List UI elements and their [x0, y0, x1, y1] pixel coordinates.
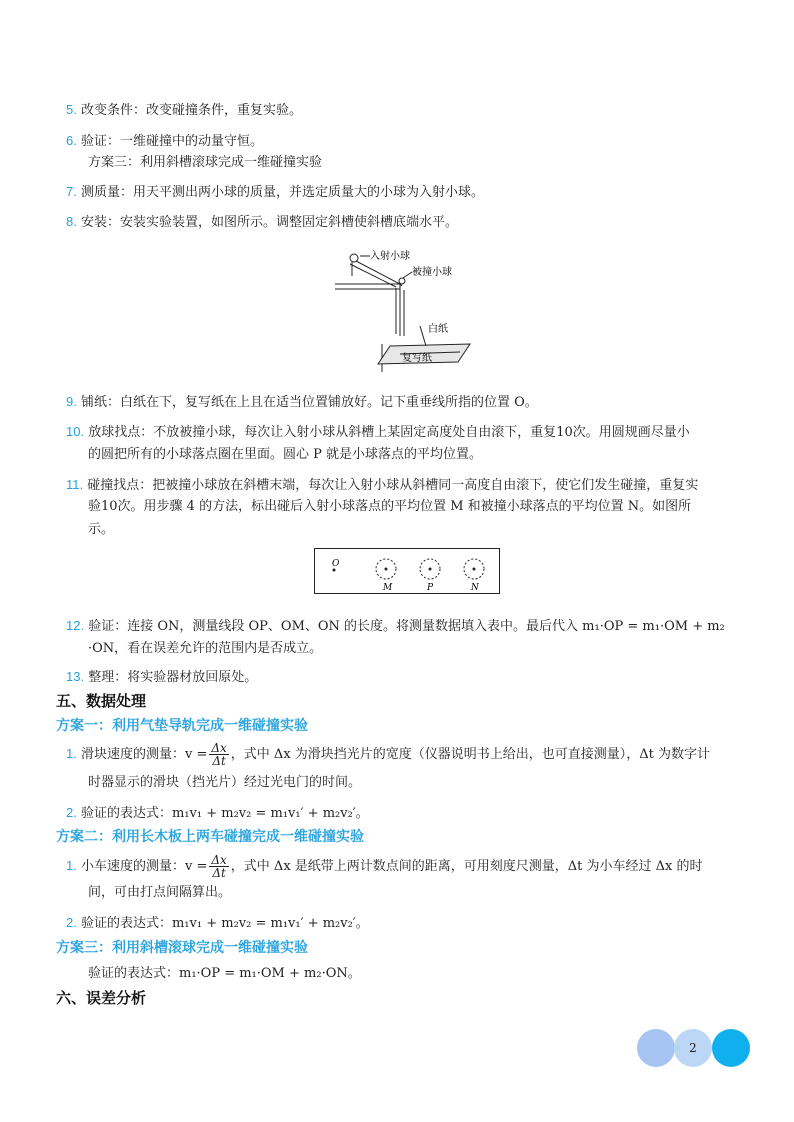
step-text: 放球找点：不放被撞小球，每次让入射小球从斜槽上某固定高度处自由滚下，重复10次。用圆规画尽量小 [88, 425, 690, 440]
page-number: 2 [689, 1041, 697, 1055]
step-number: 11. [66, 477, 84, 492]
step-13 [66, 668, 257, 687]
item-text: ，式中 Δx 为滑块挡光片的宽度（仪器说明书上给出，也可直接测量），Δt 为数字计 [230, 747, 711, 762]
plan-3-title: 方案三：利用斜槽滚球完成一维碰撞实验 [56, 939, 308, 955]
step-text: 碰撞找点：把被撞小球放在斜槽末端，每次让入射小球从斜槽同一高度自由滚下，使它们发生碰撞，重复实 [87, 478, 699, 493]
step-number: 5. [66, 102, 77, 117]
fraction-numerator: Δx [211, 853, 227, 867]
step-number: 8. [66, 214, 77, 229]
plan-3-text: 验证的表达式：m₁·OP = m₁·OM + m₂·ON。 [88, 966, 361, 981]
item-text: 验证的表达式：m₁v₁ + m₂v₂ = m₁v₁′ + m₂v₂′。 [80, 806, 369, 821]
fraction [209, 742, 228, 767]
label-p: P [427, 583, 434, 593]
struck-ball [399, 278, 405, 284]
section-5-title: 五、数据处理 [56, 693, 147, 710]
item-text: ，式中 Δx 是纸带上两计数点间的距离，可用刻度尺测量，Δt 为小车经过 Δx 的时 [230, 859, 703, 874]
item-text: 滑块速度的测量：v = [80, 747, 208, 762]
label-m: M [383, 583, 393, 593]
step-text: 安装：安装实验装置，如图所示。调整固定斜槽使斜槽底端水平。 [80, 215, 458, 230]
step-number: 6. [66, 133, 77, 148]
plan-1-item-1-cont: 时器显示的滑块（挡光片）经过光电门的时间。 [88, 775, 362, 790]
item-text: 小车速度的测量：v = [80, 859, 208, 874]
step-text: 改变条件：改变碰撞条件，重复实验。 [80, 103, 302, 118]
step-text: 铺纸：白纸在下，复写纸在上且在适当位置铺放好。记下重垂线所指的位置 O。 [80, 395, 538, 410]
step-number: 10. [66, 424, 85, 439]
step-6-subtitle: 方案三：利用斜槽滚球完成一维碰撞实验 [88, 155, 323, 170]
page-decoration-circle [637, 1029, 675, 1067]
step-6 [66, 132, 263, 151]
label-struck-ball: 被撞小球 [412, 267, 452, 278]
plan-1-item-1 [66, 742, 710, 767]
fraction-numerator: Δx [211, 741, 227, 755]
step-number: 13. [66, 669, 85, 684]
step-number: 12. [66, 618, 85, 633]
step-number: 7. [66, 184, 77, 199]
item-number: 1. [66, 858, 77, 873]
step-7 [66, 183, 484, 202]
fraction [209, 854, 228, 879]
item-text: 验证的表达式：m₁v₁ + m₂v₂ = m₁v₁′ + m₂v₂′。 [80, 916, 369, 931]
label-incident-ball: 入射小球 [370, 251, 410, 262]
step-text: 验证：一维碰撞中的动量守恒。 [80, 134, 263, 149]
item-number: 1. [66, 746, 77, 761]
apparatus-figure [330, 246, 480, 374]
label-carbon-paper: 复写纸 [402, 353, 432, 364]
step-10 [66, 423, 690, 442]
step-number: 9. [66, 394, 77, 409]
plan-2-item-2 [66, 914, 369, 933]
step-5 [66, 101, 302, 120]
step-8 [66, 213, 458, 232]
plan-1-title: 方案一：利用气垫导轨完成一维碰撞实验 [56, 717, 308, 733]
item-number: 2. [66, 915, 77, 930]
step-text: 验证：连接 ON，测量线段 OP、OM、ON 的长度。将测量数据填入表中。最后代入 m₁·OP = m₁·OM + m₂ [88, 619, 725, 634]
label-white-paper: 白纸 [428, 324, 448, 335]
label-o: O [332, 559, 340, 569]
step-text: 整理：将实验器材放回原处。 [88, 670, 258, 685]
plan-2-title: 方案二：利用长木板上两车碰撞完成一维碰撞实验 [56, 828, 364, 844]
step-12 [66, 617, 725, 636]
ramp [354, 260, 402, 286]
step-9 [66, 393, 538, 412]
label-n: N [471, 583, 479, 593]
step-text: 测质量：用天平测出两小球的质量，并选定质量大的小球为入射小球。 [80, 185, 484, 200]
page-number-badge [674, 1029, 712, 1067]
step-11-cont: 验10次。用步骤 4 的方法，标出碰后入射小球落点的平均位置 M 和被撞小球落点的平均位置 N。如图所 [88, 499, 692, 514]
fraction-denominator: Δt [212, 866, 226, 880]
page-decoration-circle-accent [712, 1029, 750, 1067]
step-11 [66, 476, 698, 495]
plan-2-item-1 [66, 854, 703, 879]
step-10-cont: 的圆把所有的小球落点圈在里面。圆心 P 就是小球落点的平均位置。 [88, 447, 483, 462]
plan-2-item-1-cont: 间，可由打点间隔算出。 [88, 885, 232, 900]
plan-1-item-2 [66, 804, 369, 823]
step-12-cont: ·ON，看在误差允许的范围内是否成立。 [88, 641, 323, 656]
section-6-title: 六、误差分析 [56, 990, 147, 1007]
incident-ball [350, 254, 358, 262]
step-11-cont2: 示。 [88, 522, 115, 537]
landing-points-figure [314, 548, 500, 594]
fraction-denominator: Δt [212, 754, 226, 768]
item-number: 2. [66, 805, 77, 820]
